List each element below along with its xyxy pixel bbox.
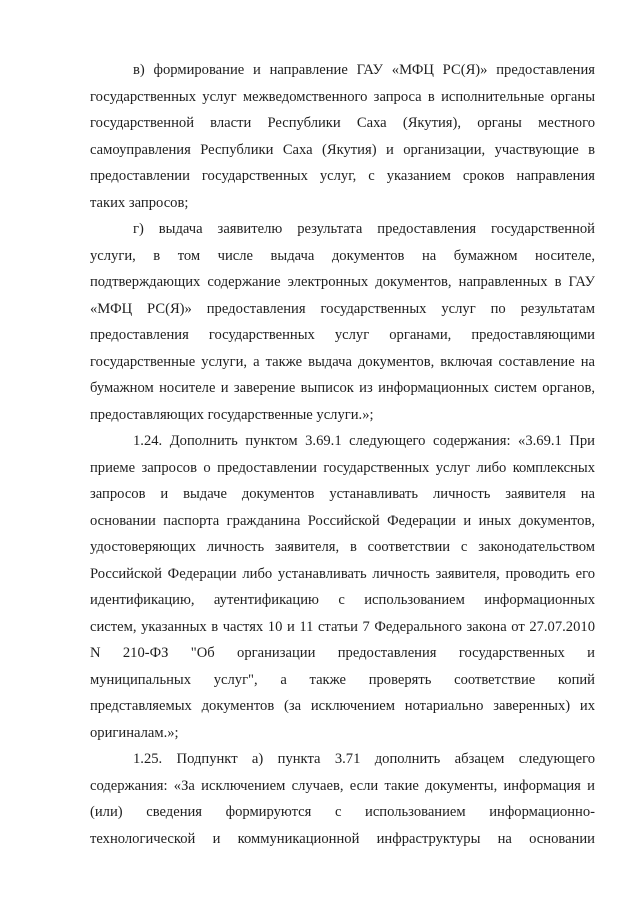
text-line: муниципальных услуг", а также проверять соответствие копий [90, 671, 595, 688]
text-line: подтверждающих содержание электронных документов, направленных в ГАУ [90, 274, 595, 290]
text-line: оригиналам.»; [90, 724, 179, 741]
paragraph-item-1-25 [90, 746, 595, 852]
text-line: приеме запросов о предоставлении государственных услуг либо комплексных [90, 459, 595, 476]
text-line: таких запросов; [90, 194, 189, 211]
text-line: систем, указанных в частях 10 и 11 статьи 7 Федерального закона от 27.07.2010 [90, 618, 595, 635]
text-line: самоуправления Республики Саха (Якутия) и организации, участвующие в [90, 141, 595, 158]
text-line: (или) сведения формируются с использованием информационно- [90, 804, 595, 820]
text-line: запросов и выдаче документов устанавливать личность заявителя на [90, 486, 595, 502]
text-line: технологической и коммуникационной инфраструктуры на основании [90, 830, 595, 847]
text-line: услуги, в том числе выдача документов на бумажном носителе, [90, 247, 595, 264]
paragraph-item-v [90, 57, 595, 216]
text-line: Российской Федерации либо устанавливать личность заявителя, проводить его [90, 565, 595, 582]
text-line: представляемых документов (за исключением нотариально заверенных) их [90, 698, 595, 714]
text-line: 1.25. Подпункт а) пункта 3.71 дополнить абзацем следующего [133, 751, 595, 767]
text-line: предоставлении государственных услуг, с указанием сроков направления [90, 168, 595, 184]
text-line: основании паспорта гражданина Российской Федерации и иных документов, [90, 512, 595, 529]
text-line: 1.24. Дополнить пунктом 3.69.1 следующего содержания: «3.69.1 При [133, 433, 595, 449]
text-line: государственные услуги, а также выдача документов, включая составление на [90, 353, 595, 370]
text-line: государственных услуг межведомственного запроса в исполнительные органы [90, 88, 595, 105]
text-line: предоставляющих государственные услуги.»; [90, 406, 374, 423]
text-line: государственной власти Республики Саха (Якутия), органы местного [90, 115, 595, 131]
paragraph-item-1-24 [90, 428, 595, 746]
text-line: бумажном носителе и заверение выписок из информационных систем органов, [90, 380, 595, 396]
text-line: содержания: «За исключением случаев, если такие документы, информация и [90, 777, 595, 794]
text-line: удостоверяющих личность заявителя, в соответствии с законодательством [90, 539, 595, 555]
document-body [90, 57, 595, 852]
text-line: «МФЦ РС(Я)» предоставления государственных услуг по результатам [90, 300, 595, 317]
text-line: г) выдача заявителю результата предоставления государственной [133, 221, 595, 237]
text-line: идентификацию, аутентификацию с использованием информационных [90, 592, 595, 608]
text-line: предоставления государственных услуг органами, предоставляющими [90, 327, 595, 343]
text-line: N 210-ФЗ "Об организации предоставления государственных и [90, 645, 595, 661]
paragraph-item-g [90, 216, 595, 428]
text-line: в) формирование и направление ГАУ «МФЦ РС(Я)» предоставления [133, 62, 595, 78]
